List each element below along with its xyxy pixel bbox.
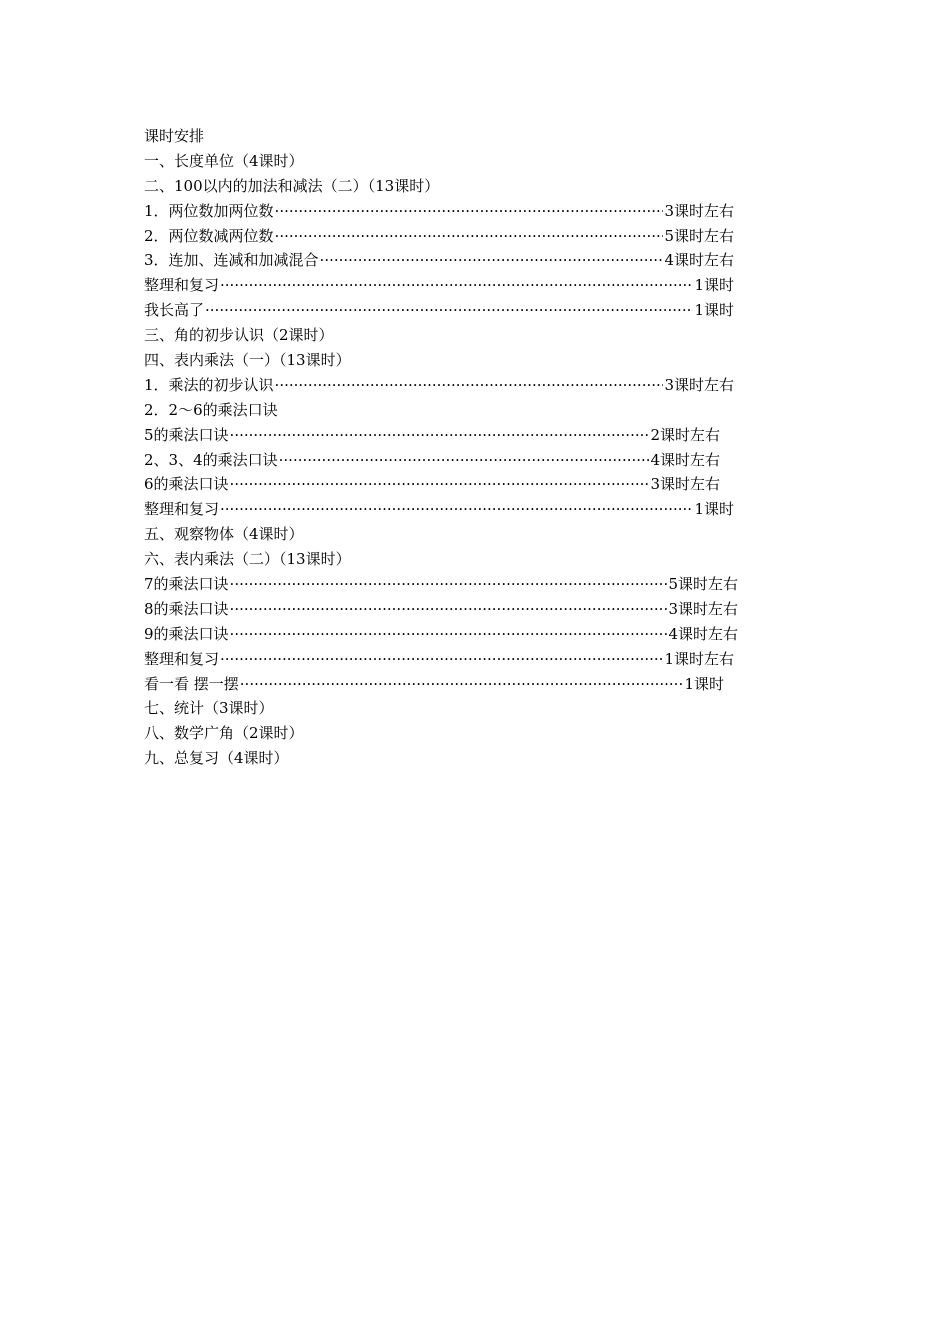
entry-label: 7的乘法口诀 — [144, 575, 229, 594]
entry-hours: 2课时左右 — [650, 425, 720, 444]
section-heading: 六、表内乘法（二）（13课时） — [144, 550, 351, 569]
lesson-schedule — [144, 124, 744, 771]
dot-leader — [230, 472, 650, 497]
dot-leader — [275, 373, 664, 398]
entry-label: 整理和复习 — [144, 276, 220, 295]
entry-label: 整理和复习 — [144, 649, 220, 668]
dot-leader — [230, 622, 668, 647]
entry-hours: 4课时左右 — [664, 251, 734, 270]
schedule-entry — [144, 497, 734, 522]
entry-hours: 1课时左右 — [664, 649, 734, 668]
entry-hours: 5课时左右 — [668, 575, 738, 594]
entry-hours: 4课时左右 — [668, 624, 738, 643]
document-title: 课时安排 — [144, 127, 205, 145]
entry-hours: 3课时左右 — [650, 475, 720, 494]
entry-hours: 5课时左右 — [664, 226, 734, 245]
dot-leader — [275, 199, 664, 224]
schedule-entry — [144, 472, 720, 497]
entry-label: 我长高了 — [144, 301, 205, 320]
entry-hours: 3课时左右 — [668, 599, 738, 618]
dot-leader — [320, 248, 664, 273]
entry-label: 9的乘法口诀 — [144, 624, 229, 643]
schedule-entry — [144, 373, 734, 398]
entry-label: 2、3、4的乘法口诀 — [144, 450, 278, 469]
section-heading: 四、表内乘法（一）（13课时） — [144, 351, 351, 370]
schedule-entry — [144, 622, 738, 647]
dot-leader — [279, 448, 650, 473]
dot-leader — [230, 597, 668, 622]
section-heading: 一、长度单位（4课时） — [144, 151, 304, 170]
entry-hours: 1课时 — [684, 674, 724, 693]
entry-label: 3．连加、连减和加减混合 — [144, 251, 319, 270]
schedule-entry — [144, 572, 738, 597]
schedule-entry — [144, 597, 738, 622]
entry-label: 1．两位数加两位数 — [144, 201, 274, 220]
dot-leader — [220, 273, 693, 298]
entry-hours: 4课时左右 — [650, 450, 720, 469]
entry-label: 5的乘法口诀 — [144, 425, 229, 444]
section-heading: 九、总复习（4课时） — [144, 749, 289, 768]
entry-label: 2．两位数减两位数 — [144, 226, 274, 245]
schedule-entry — [144, 199, 734, 224]
entry-label: 看一看 摆一摆 — [144, 674, 239, 693]
schedule-entry — [144, 448, 720, 473]
entry-hours: 3课时左右 — [664, 201, 734, 220]
entry-label: 6的乘法口诀 — [144, 475, 229, 494]
entry-hours: 1课时 — [694, 301, 734, 320]
section-heading: 三、角的初步认识（2课时） — [144, 326, 334, 345]
dot-leader — [205, 298, 693, 323]
section-heading: 2．2～6的乘法口诀 — [144, 400, 278, 419]
schedule-entry — [144, 672, 724, 697]
entry-hours: 3课时左右 — [664, 375, 734, 394]
schedule-entry — [144, 273, 734, 298]
dot-leader — [240, 672, 684, 697]
dot-leader — [220, 647, 663, 672]
entry-hours: 1课时 — [694, 276, 734, 295]
section-heading: 五、观察物体（4课时） — [144, 525, 304, 544]
schedule-entry — [144, 298, 734, 323]
entry-label: 8的乘法口诀 — [144, 599, 229, 618]
section-heading: 八、数学广角（2课时） — [144, 724, 304, 743]
dot-leader — [230, 423, 650, 448]
dot-leader — [275, 224, 664, 249]
schedule-entry — [144, 248, 734, 273]
section-heading: 二、100以内的加法和减法（二）（13课时） — [144, 176, 440, 195]
entry-label: 整理和复习 — [144, 500, 220, 519]
schedule-entry — [144, 647, 734, 672]
entry-hours: 1课时 — [694, 500, 734, 519]
section-heading: 七、统计（3课时） — [144, 699, 274, 718]
dot-leader — [230, 572, 668, 597]
schedule-entry — [144, 423, 720, 448]
schedule-entry — [144, 224, 734, 249]
entry-label: 1．乘法的初步认识 — [144, 375, 274, 394]
dot-leader — [220, 497, 693, 522]
